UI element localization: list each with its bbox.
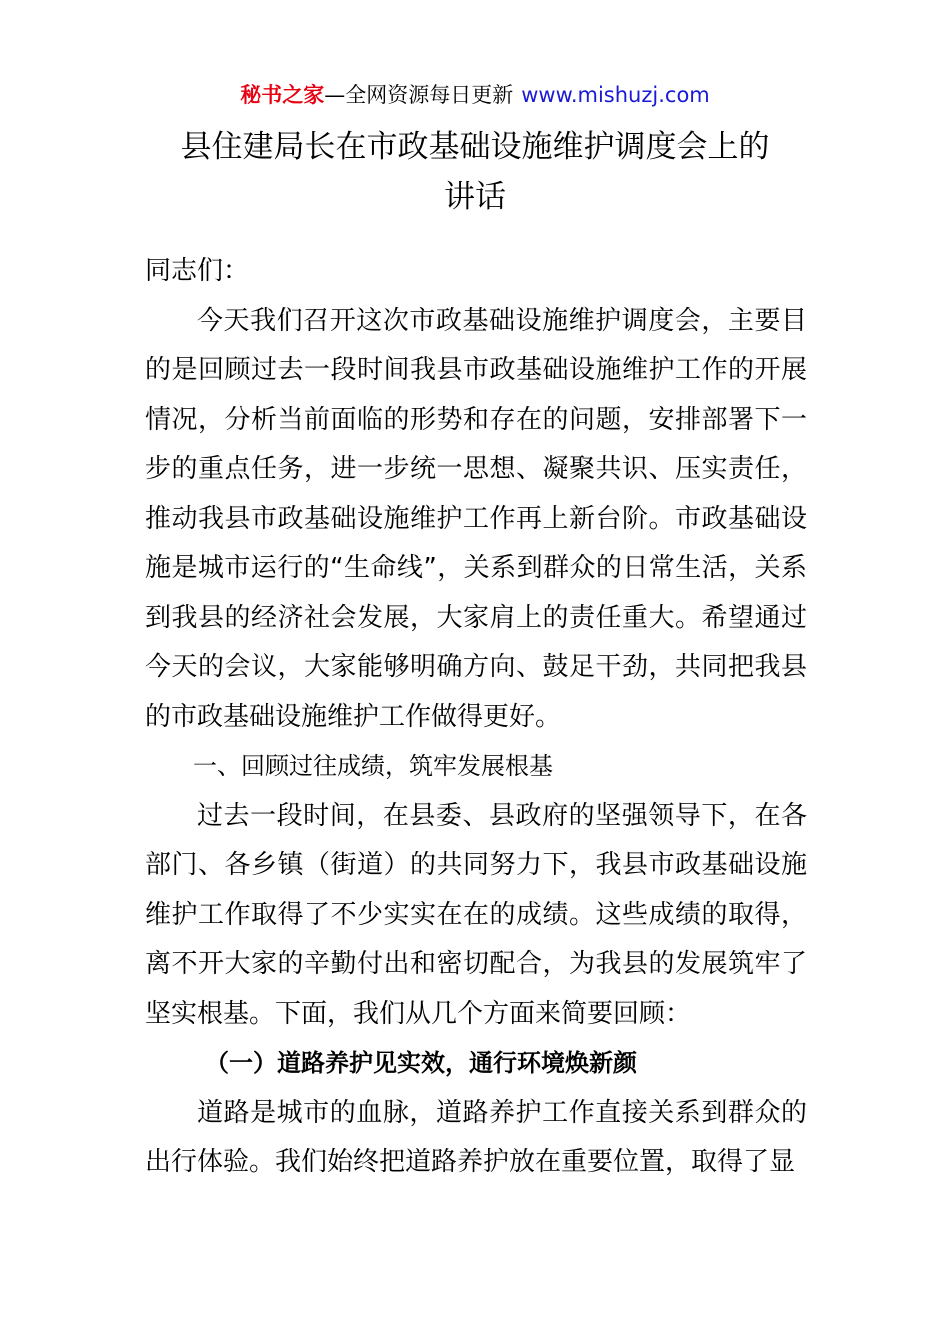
subsection1-paragraph: 道路是城市的血脉，道路养护工作直接关系到群众的出行体验。我们始终把道路养护放在重要位置，取得了显	[145, 1097, 807, 1177]
section1-heading: 一、回顾过往成绩，筑牢发展根基	[193, 752, 553, 780]
subsection1-heading: （一）道路养护见实效，通行环境焕新颜	[205, 1049, 637, 1077]
banner-brand: 秘书之家	[240, 83, 325, 107]
intro-paragraph: 今天我们召开这次市政基础设施维护调度会，主要目的是回顾过去一段时间我县市政基础设施维护工作的开展情况，分析当前面临的形势和存在的问题，安排部署下一步的重点任务，进一步统一思想、凝聚共识、压实责任，推动我县市政基础设施维护工作再上新台阶。市政基础设施是城市运行的“生命线”，关系到群众的日常生活，关系到我县的经济社会发展，大家肩上的责任重大。希望通过今天的会议，大家能够明确方向、鼓足干劲，共同把我县的市政基础设施维护工作做得更好。	[145, 305, 807, 732]
banner-slogan: —全网资源每日更新	[324, 83, 514, 107]
banner-url-link[interactable]: www.mishuzj.com	[521, 83, 710, 107]
document-title-line2: 讲话	[444, 179, 506, 215]
section1-paragraph: 过去一段时间，在县委、县政府的坚强领导下，在各部门、各乡镇（街道）的共同努力下，我县市政基础设施维护工作取得了不少实实在在的成绩。这些成绩的取得，离不开大家的辛勤付出和密切配合，为我县的发展筑牢了坚实根基。下面，我们从几个方面来简要回顾：	[145, 800, 807, 1029]
site-banner	[0, 80, 950, 110]
document-title-line1: 县住建局长在市政基础设施维护调度会上的	[180, 129, 770, 165]
document-body	[145, 247, 807, 1188]
salutation: 同志们：	[145, 256, 250, 286]
